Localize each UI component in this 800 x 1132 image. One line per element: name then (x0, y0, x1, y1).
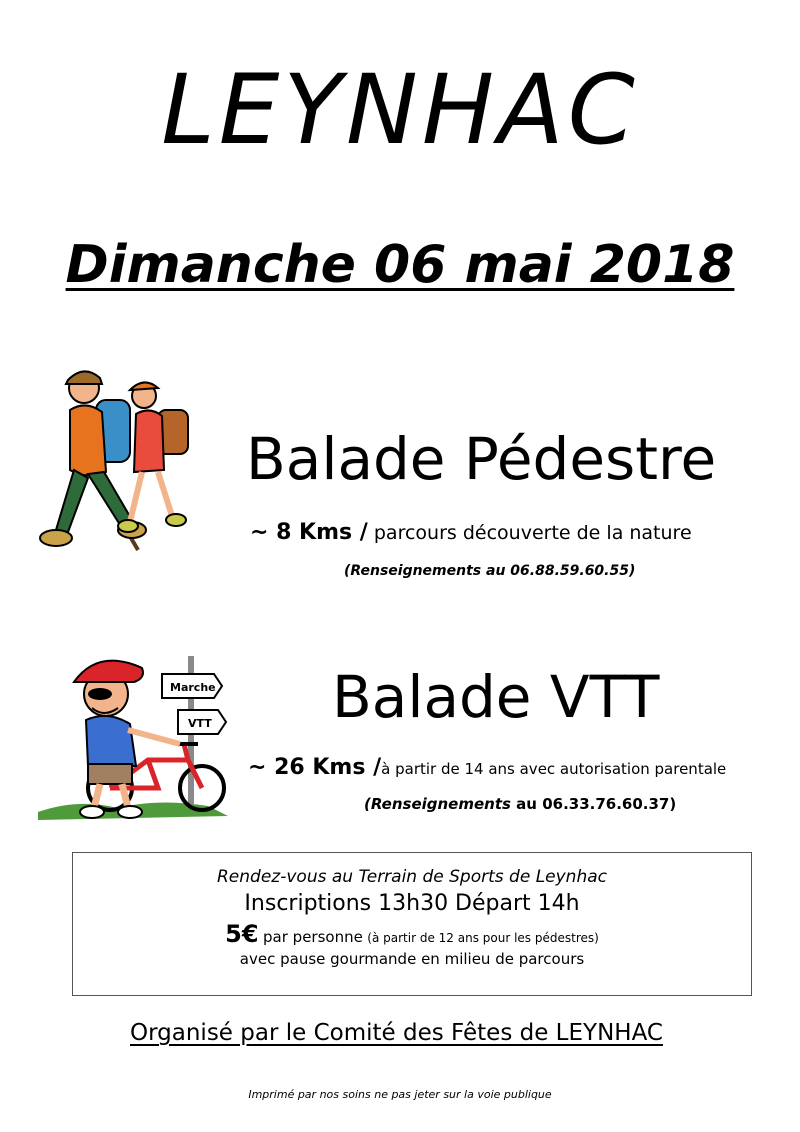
sign-marche: Marche (170, 681, 216, 694)
meeting-price (73, 920, 751, 948)
price-note: (à partir de 12 ans pour les pédestres) (367, 931, 599, 945)
meeting-extra: avec pause gourmande en milieu de parcours (239, 950, 585, 968)
vtt-contact-number: au 06.33.76.60.37) (516, 795, 677, 813)
vtt-title: Balade VTT (332, 663, 660, 731)
meeting-place: Rendez-vous au Terrain de Sports de Leynhac (217, 867, 607, 887)
footer-note: Imprimé par nos soins ne pas jeter sur la voie publique (248, 1088, 552, 1101)
vtt-description (248, 755, 726, 780)
walk-description (250, 520, 692, 545)
meeting-schedule: Inscriptions 13h30 Départ 14h (244, 891, 580, 916)
walk-contact: (Renseignements au 06.88.59.60.55) (344, 563, 636, 579)
event-date-text: Dimanche 06 mai 2018 (65, 235, 735, 295)
town-title: LEYNHAC (161, 54, 639, 166)
vtt-contact-label: (Renseignements (364, 795, 511, 813)
walk-title: Balade Pédestre (246, 425, 717, 493)
walk-distance: ~ 8 Kms / (250, 520, 368, 545)
event-date (0, 236, 800, 296)
organizer: Organisé par le Comité des Fêtes de LEYNHAC (130, 1020, 663, 1046)
meeting-box (72, 852, 752, 996)
sign-vtt: VTT (188, 717, 212, 730)
vtt-contact (364, 795, 676, 813)
biker-illustration (38, 648, 238, 824)
price-unit: par personne (263, 928, 363, 946)
price-value: 5€ (225, 920, 259, 948)
walk-description-text: parcours découverte de la nature (373, 522, 692, 544)
vtt-distance: ~ 26 Kms / (248, 755, 382, 780)
vtt-description-text: à partir de 14 ans avec autorisation parentale (381, 760, 727, 778)
hikers-illustration (26, 360, 196, 560)
